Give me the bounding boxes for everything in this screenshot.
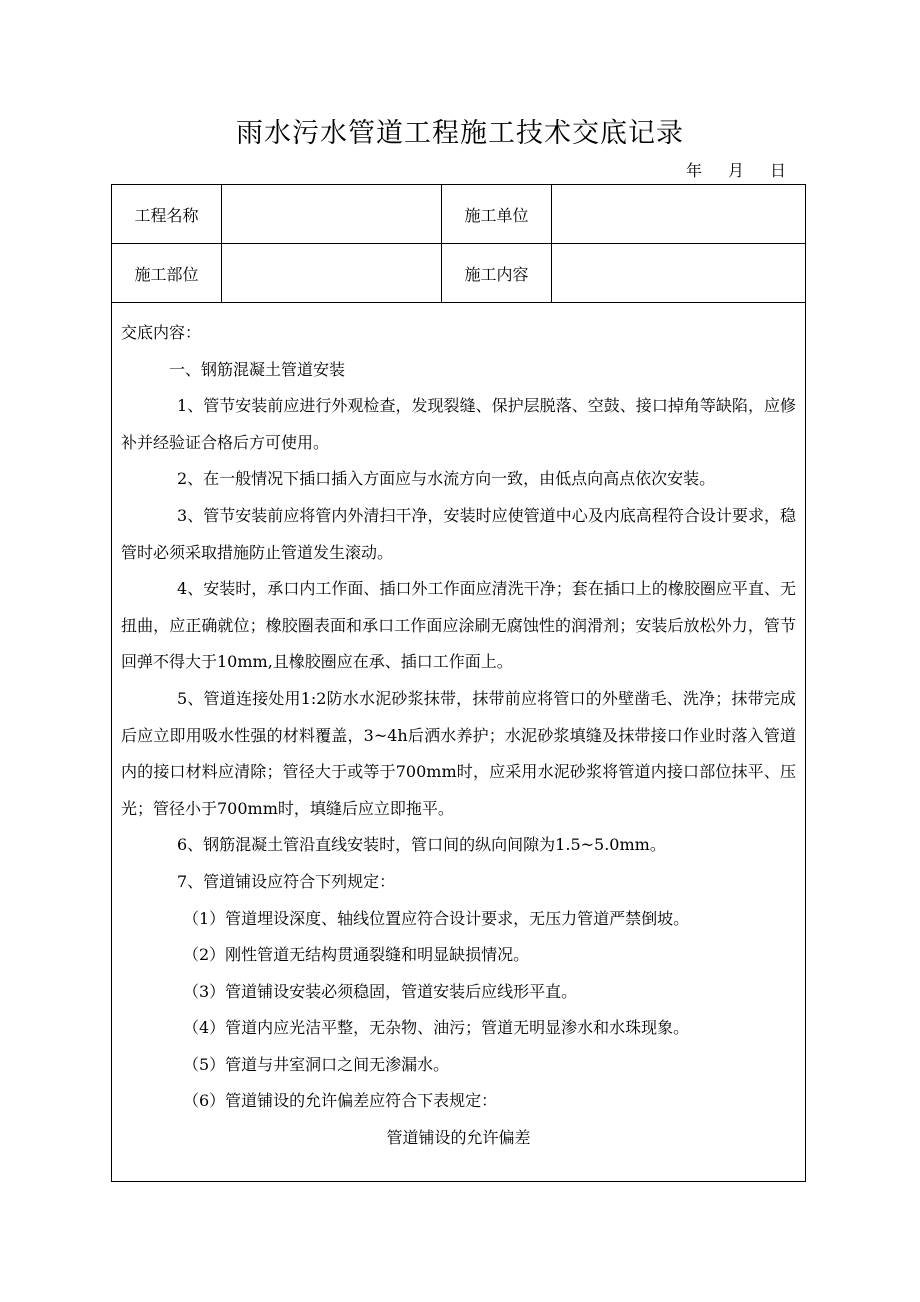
document-title: 雨水污水管道工程施工技术交底记录 — [236, 118, 684, 149]
sub-clause-5: （5）管道与井室洞口之间无渗漏水。 — [183, 1054, 450, 1074]
clause-2: 2、在一般情况下插口插入方面应与水流方向一致，由低点向高点依次安装。 — [177, 469, 716, 489]
record-sheet — [111, 184, 806, 1182]
construction-unit-value[interactable] — [552, 185, 805, 244]
date-month: 月 — [727, 161, 744, 180]
construction-content-label: 施工内容 — [464, 265, 529, 284]
construction-part-label: 施工部位 — [134, 265, 199, 284]
construction-content-value[interactable] — [552, 244, 805, 303]
clause-5: 5、管道连接处用1:2防水水泥砂浆抹带，抹带前应将管口的外壁凿毛、洗净；抹带完成后应立即用吸水性强的材料覆盖，3~4h后洒水养护；水泥砂浆填缝及抹带接口作业时落入管道内的接口材料应清除；管径大于或等于700mm时，应采用水泥砂浆将管道内接口部位抹平、压光；管径小于700mm时，填缝后应立即拖平。 — [121, 688, 796, 818]
project-name-value[interactable] — [222, 185, 441, 244]
project-name-label: 工程名称 — [134, 206, 199, 225]
sub-clause-6: （6）管道铺设的允许偏差应符合下表规定： — [183, 1091, 498, 1111]
section-heading: 一、钢筋混凝土管道安装 — [169, 359, 346, 379]
disclosure-content — [112, 303, 805, 1157]
clause-3: 3、管节安装前应将管内外清扫干净，安装时应使管道中心及内底高程符合设计要求，稳管时必须采取措施防止管道发生滚动。 — [121, 505, 796, 562]
sub-clause-1: （1）管道埋设深度、轴线位置应符合设计要求，无压力管道严禁倒坡。 — [183, 908, 690, 928]
date-line — [686, 160, 786, 182]
clause-1: 1、管节安装前应进行外观检查，发现裂缝、保护层脱落、空鼓、接口掉角等缺陷，应修补并经验证合格后方可使用。 — [121, 396, 796, 452]
construction-part-value[interactable] — [222, 244, 441, 303]
construction-unit-label: 施工单位 — [464, 206, 529, 225]
clause-6: 6、钢筋混凝土管沿直线安装时，管口间的纵向间隙为1.5~5.0mm。 — [177, 835, 666, 855]
content-label: 交底内容： — [121, 323, 202, 342]
table-caption: 管道铺设的允许偏差 — [386, 1128, 531, 1148]
date-year: 年 — [686, 161, 703, 180]
sub-clause-2: （2）刚性管道无结构贯通裂缝和明显缺损情况。 — [183, 945, 530, 965]
clause-7: 7、管道铺设应符合下列规定： — [177, 871, 396, 891]
sub-clause-3: （3）管道铺设安装必须稳固，管道安装后应线形平直。 — [183, 981, 578, 1001]
date-day: 日 — [769, 161, 786, 180]
sub-clause-4: （4）管道内应光洁平整，无杂物、油污；管道无明显渗水和水珠现象。 — [183, 1018, 690, 1038]
clause-4: 4、安装时，承口内工作面、插口外工作面应清洗干净；套在插口上的橡胶圈应平直、无扭曲，应正确就位；橡胶圈表面和承口工作面应涂刷无腐蚀性的润滑剂；安装后放松外力，管节回弹不得大于10mm,且橡胶圈应在承、插口工作面上。 — [121, 579, 796, 672]
